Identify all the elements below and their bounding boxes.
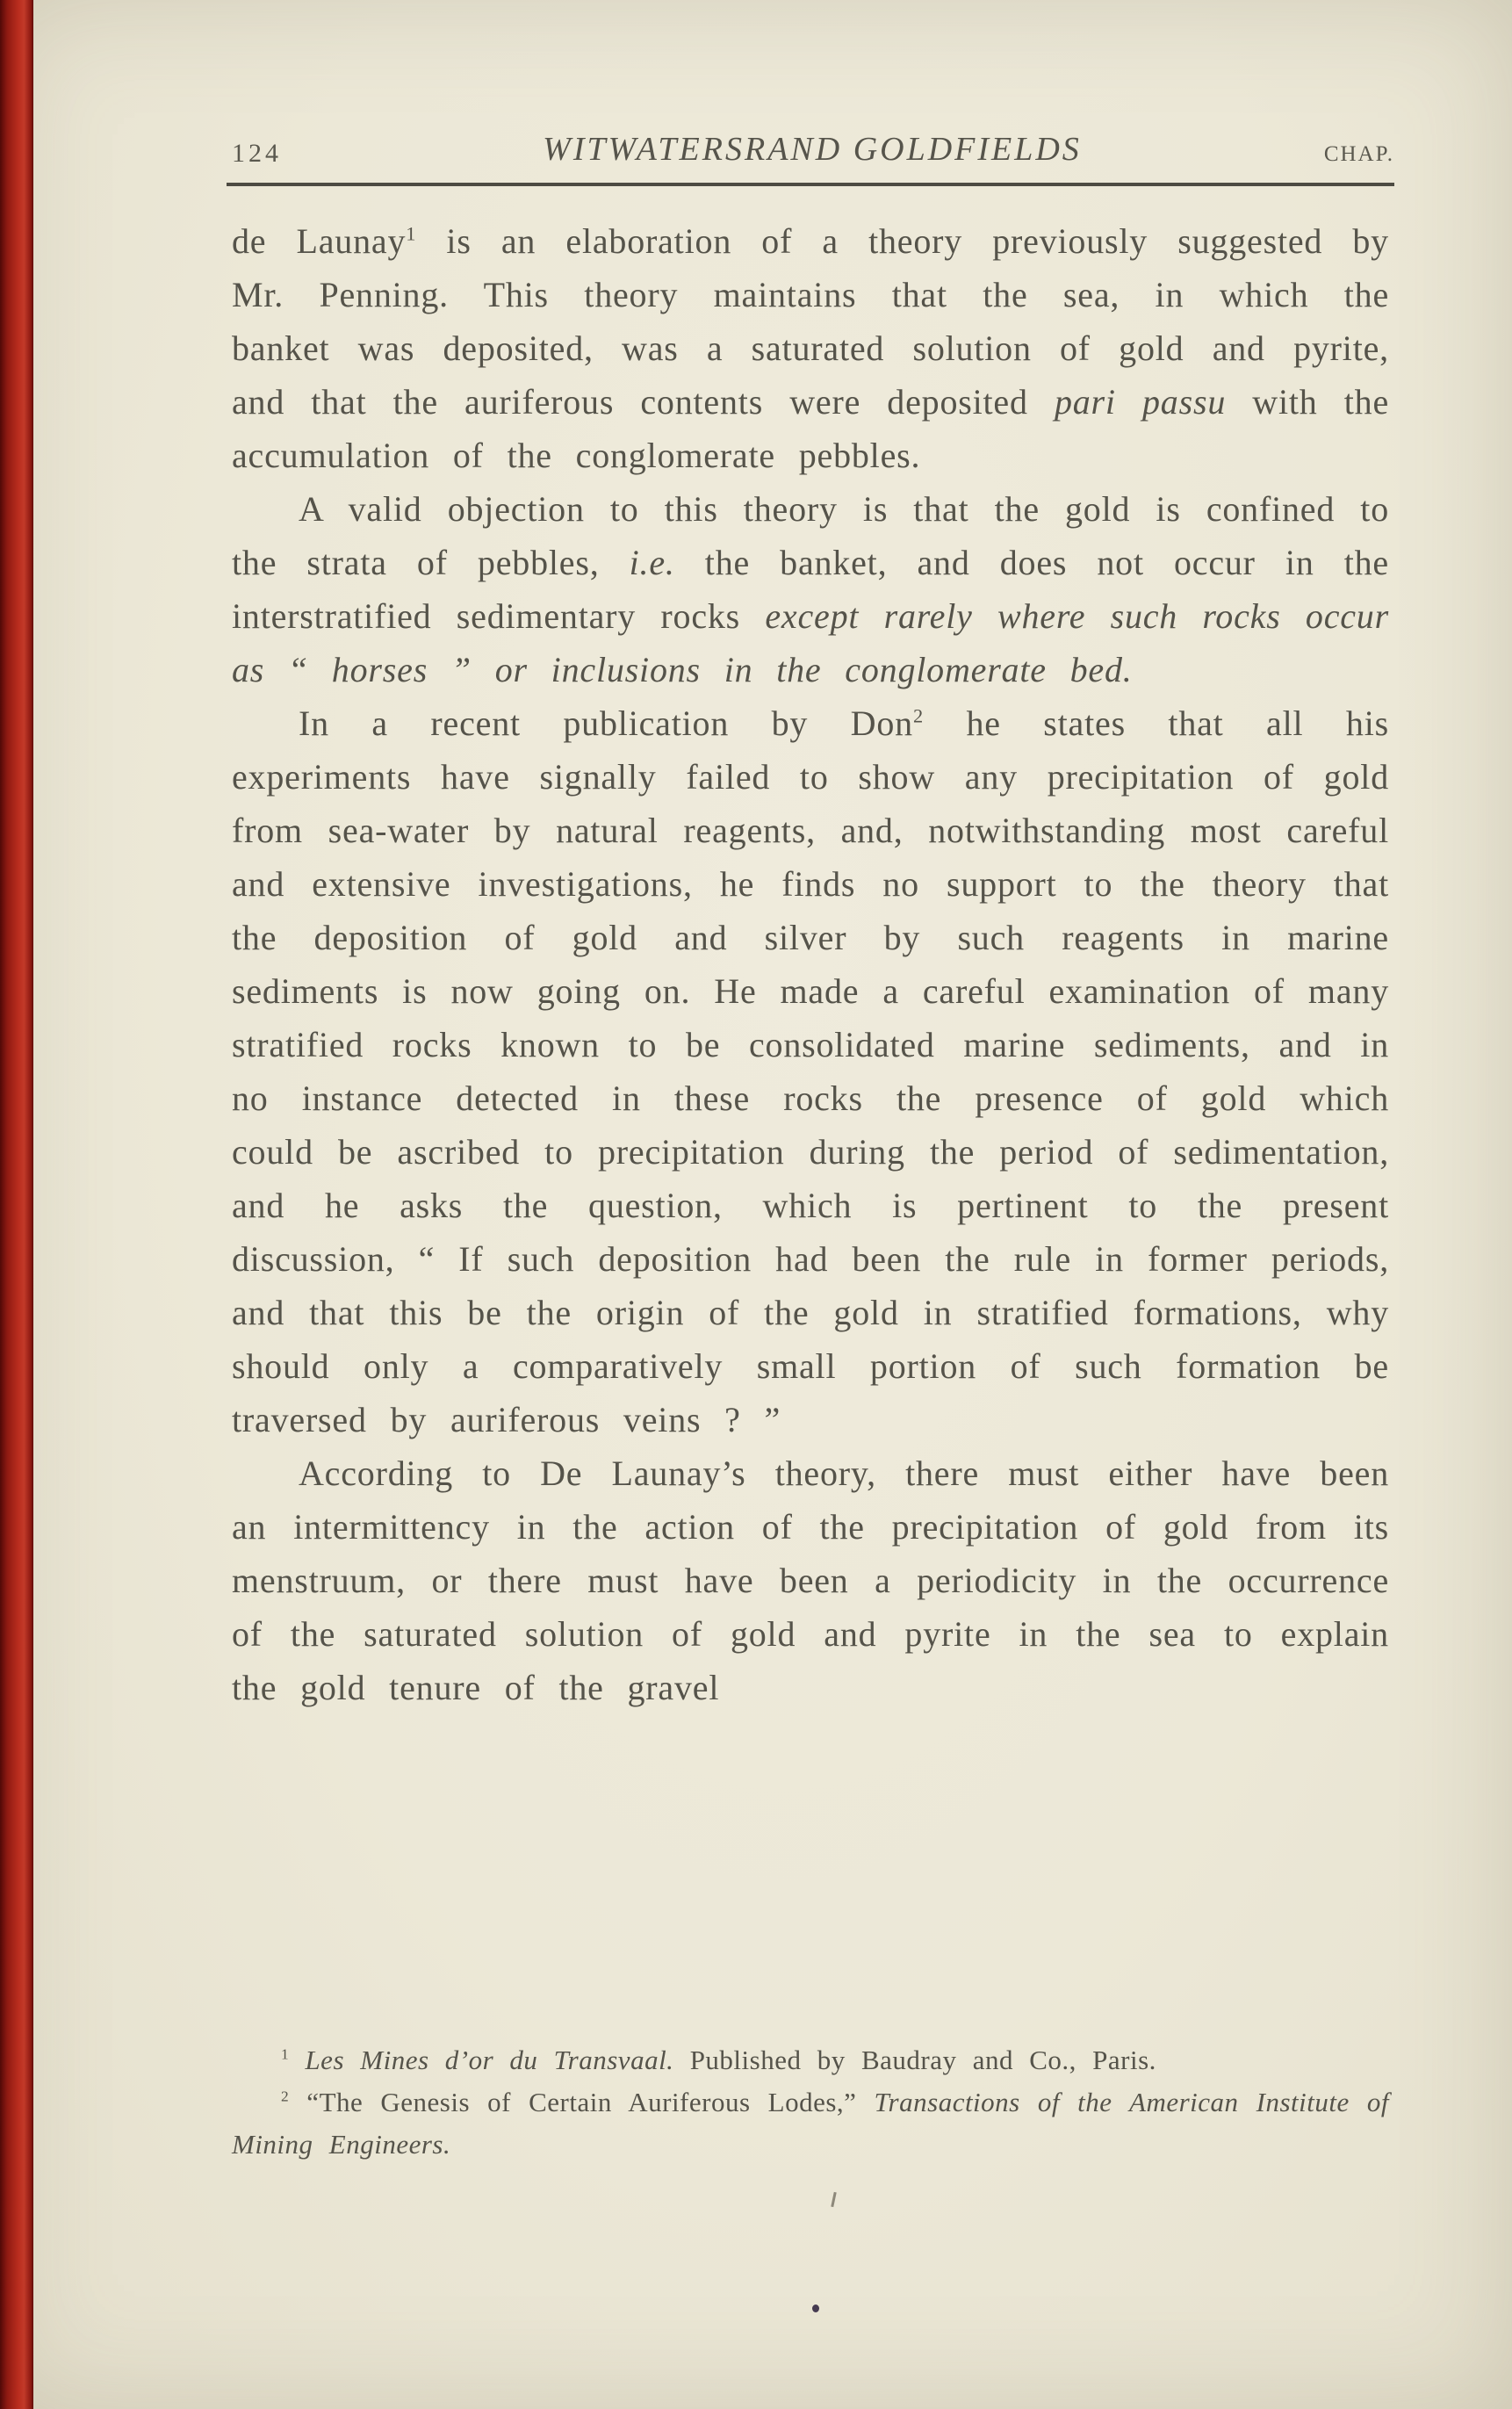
footnote-marker: 1 [406,222,417,245]
footnote-marker: 2 [912,704,924,727]
text-run: except rarely where such rocks occur as “ horses ” or inclusions in the conglomerate bed. [232,596,1389,689]
text-run: the banket, and does not occur in the interstratified sedimentary rocks [232,543,1389,636]
text-run: According to De Launay’s theory, there must either have been an intermittency in the action of the precipitation of gold from its menstruum, or there must have been a periodicity in the occurrence of the saturated solution of gold and pyrite in the sea to explain the gold tenure of the gravel [232,1453,1389,1707]
chapter-label: CHAP. [1323,142,1394,166]
page-number: 124 [232,139,282,168]
footnote-marker: 1 [281,2045,290,2063]
footnote-marker: 2 [281,2088,290,2105]
text-run: Transactions of the American Institute of Mining Engineers. [232,2087,1389,2160]
text-run: he states that all his experiments have signally failed to show any precipitation of gold from sea-water by natural reagents, and, notwithstanding most careful and extensive investigations, he finds no support to the theory that the deposition of gold and silver by such reagents in marine sediments is now going on. He made a careful examination of many stratified rocks known to be consolidated marine sediments, and in no instance detected in these rocks the presence of gold which could be ascribed to precipitation during the period of sedimentation, and he asks the question, which is pertinent to the present discussion, “ If such deposition had been the rule in former periods, and that this be the origin of the gold in stratified formations, why should only a comparatively small portion of such formation be traversed by auriferous veins ? ” [232,703,1389,1439]
paragraph [232,214,1389,482]
header-rule [227,183,1394,186]
text-run: de Launay [232,221,407,261]
scan-artifact [812,2304,819,2312]
paragraph [232,1446,1389,1714]
text-run: with the accumulation of the conglomerate pebbles. [232,382,1390,475]
paragraph [232,482,1389,696]
text-run: A valid objection to this theory is that the gold is confined to the strata of pebbles, [232,489,1389,582]
footnote [232,2081,1389,2166]
footnotes-section [232,2039,1389,2166]
text-run: Published by Baudray and Co., Paris. [673,2045,1156,2075]
scan-artifact [831,2192,836,2207]
paragraph [232,696,1389,1446]
text-run: is an elaboration of a theory previously suggested by Mr. Penning. This theory maintains that the sea, in which the banket was deposited, was a saturated solution of gold and pyrite, and that the auriferous contents were deposited [232,221,1389,422]
page-body [232,214,1389,1714]
text-run [289,2045,305,2075]
text-run: “The Genesis of Certain Auriferous Lodes,” [289,2087,875,2117]
footnote [232,2039,1389,2081]
text-run: In a recent publication by Don [299,703,913,743]
binding-edge [0,0,33,2409]
text-run: i.e. [629,543,675,582]
text-run: Les Mines d’or du Transvaal. [305,2045,674,2075]
page-header [230,130,1394,176]
running-title: WITWATERSRAND GOLDFIELDS [543,131,1082,168]
text-run: pari passu [1054,382,1227,422]
